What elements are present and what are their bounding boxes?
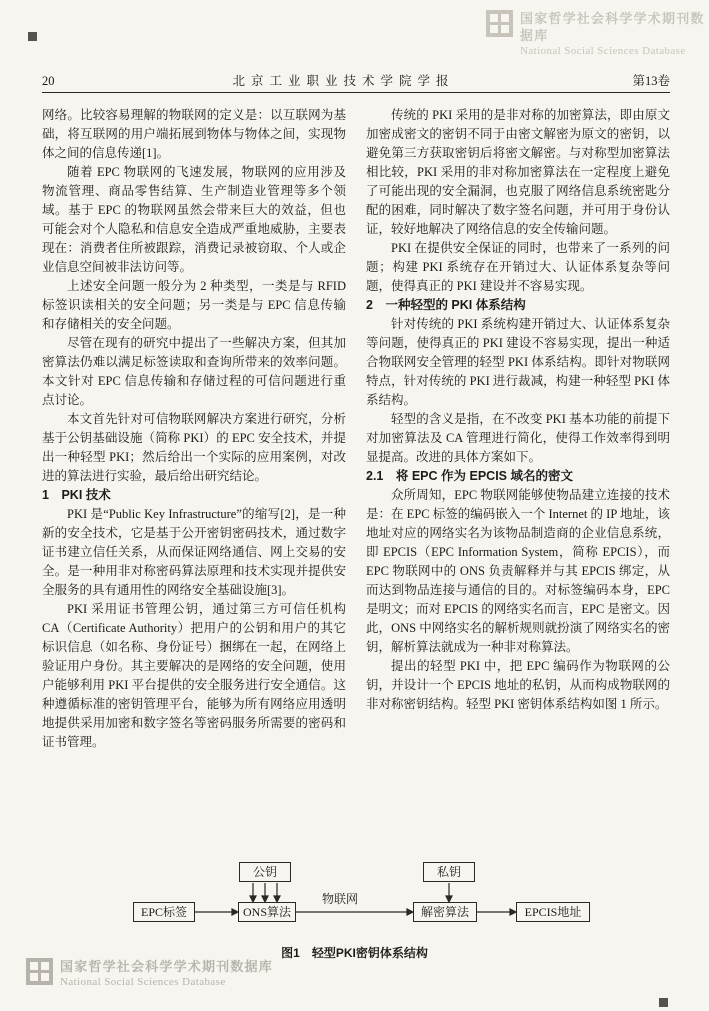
nssd-watermark-top <box>486 10 709 59</box>
paragraph: PKI 是“Public Key Infrastructure”的缩写[2]，是一种新的安全技术，它是基于公开密钥密码技术，通过数字证书建立信任关系，从而保证网络通信、网上交易的安全。是一种用非对称密码算法原理和技术实现并提供安全服务的具有通用性的网络安全基础设施[3]。 <box>42 507 346 597</box>
left-column <box>42 106 346 752</box>
journal-title: 北京工业职业技术学院学报 <box>232 74 455 88</box>
paragraph: 上述安全问题一般分为 2 种类型，一类是与 RFID 标签识读相关的安全问题；另一类是与 EPC 信息传输和存储相关的安全问题。 <box>42 279 346 331</box>
watermark-en-label: National Social Sciences Database <box>520 45 686 57</box>
corner-mark <box>659 998 668 1007</box>
figure-box-epcis-address: EPCIS地址 <box>516 902 590 922</box>
nssd-watermark-bottom <box>26 958 273 990</box>
paragraph: 本文首先针对可信物联网解决方案进行研究，分析基于公钥基础设施（简称 PKI）的 EPC 安全技术，并提出一种轻型 PKI；然后给出一个实际的应用案例，对改进的算法进行实验，最后给出研究结论。 <box>42 412 346 483</box>
paragraph: 众所周知，EPC 物联网能够使物品建立连接的技术是：在 EPC 标签的编码嵌入一个 Internet 的 IP 地址，该地址对应的网络实名为该物品制造商的企业信息系统，即 EPCIS（EPC Information System，简称 EPCIS），而 EPC 物联网中的 ONS 负责解释并与其 EPCIS 绑定，从而达到物品连接与通信的目的。对标签编码本身，EPC 是明文；而对 EPCIS 的网络实名而言，EPC 是密文。因此，ONS 中网络实名的解析规则就扮演了网络实名的密钥，解析算法就成为一种非对称算法。 <box>366 488 670 654</box>
figure-box-epc-tag: EPC标签 <box>133 902 195 922</box>
paragraph: PKI 采用证书管理公钥，通过第三方可信任机构 CA（Certificate Authority）把用户的公钥和用户的其它标识信息（如名称、身份证号）捆绑在一起，在网络上验证用户身份。其主要解决的是网络的安全问题，使用户能够利用 PKI 平台提供的安全服务进行安全通信。这种遵循标准的密钥管理平台，能够为所有网络应用透明地提供采用加密和数字签名等密码服务所需要的密码和证书管理。 <box>42 602 346 749</box>
watermark-en-label: National Social Sciences Database <box>60 976 226 988</box>
watermark-cn-label: 国家哲学社会科学学术期刊数据库 <box>60 959 274 974</box>
paragraph: 网络。比较容易理解的物联网的定义是：以互联网为基础，将互联网的用户端拓展到物体与物体之间，实现物体之间的信息传递[1]。 <box>42 108 346 160</box>
paragraph: 传统的 PKI 采用的是非对称的加密算法，即由原文加密成密文的密钥不同于由密文解密为原文的密钥，以避免第三方获取密钥后将密文解密。与对称型加密算法相比较，PKI 采用的非对称加密算法在一定程度上避免了可能出现的安全漏洞，也克服了网络信息系统密匙分配的困难，同时解决了数字签名问题，并可用于身份认证，较好地解决了网络信息的安全传输问题。 <box>366 108 670 236</box>
watermark-text <box>60 958 273 990</box>
header-rule <box>42 92 670 93</box>
nssd-logo-icon <box>486 10 513 37</box>
figure-box-private-key: 私钥 <box>423 862 475 882</box>
watermark-text <box>520 10 709 59</box>
figure-box-ons-algorithm: ONS算法 <box>238 902 296 922</box>
paragraph: 针对传统的 PKI 系统构建开销过大、认证体系复杂等问题，使得真正的 PKI 建设不容易实现，提出一种适合物联网安全管理的轻型 PKI 体系结构。即针对物联网特点，针对传统的 PKI 进行裁减，构建一种轻型 PKI 体系结构。 <box>366 317 670 407</box>
figure-caption: 图1 轻型PKI密钥体系结构 <box>281 946 428 960</box>
figure-box-public-key: 公钥 <box>239 862 291 882</box>
figure-box-decrypt-algorithm: 解密算法 <box>413 902 477 922</box>
section-2-heading: 2 一种轻型的 PKI 体系结构 <box>366 298 526 312</box>
figure-flow-label: 物联网 <box>321 892 358 906</box>
figure-1 <box>0 856 709 968</box>
paragraph: 提出的轻型 PKI 中，把 EPC 编码作为物联网的公钥，并设计一个 EPCIS 地址的私钥，从而构成物联网的非对称密钥结构。轻型 PKI 密钥体系结构如图 1 所示。 <box>366 659 670 711</box>
paragraph: PKI 在提供安全保证的同时，也带来了一系列的问题；构建 PKI 系统存在开销过大、认证体系复杂等问题，使得真正的 PKI 建设并不容易实现。 <box>366 241 670 293</box>
page-number: 20 <box>42 74 55 88</box>
nssd-logo-icon <box>26 958 53 985</box>
right-column <box>366 106 670 714</box>
page-header <box>42 71 670 89</box>
paragraph: 尽管在现有的研究中提出了一些解决方案，但其加密算法仍难以满足标签读取和查询所带来的效率问题。本文针对 EPC 信息传输和存储过程的可信问题进行重点讨论。 <box>42 336 346 407</box>
corner-mark <box>28 32 37 41</box>
paragraph: 轻型的含义是指，在不改变 PKI 基本功能的前提下对加密算法及 CA 管理进行简化，使得工作效率得到明显提高。改进的具体方案如下。 <box>366 412 670 464</box>
paragraph: 随着 EPC 物联网的飞速发展，物联网的应用涉及物流管理、商品零售结算、生产制造业管理等多个领域。基于 EPC 的物联网虽然会带来巨大的效益，但也可能会对个人隐私和信息安全造成严重地威胁，主要表现在：消费者住所被跟踪，消费记录被窃取、个人或企业信息空间被非法访问等。 <box>42 165 346 274</box>
volume-label: 第13卷 <box>632 74 670 88</box>
section-1-heading: 1 PKI 技术 <box>42 488 111 502</box>
section-2-1-heading: 2.1 将 EPC 作为 EPCIS 域名的密文 <box>366 469 573 483</box>
watermark-cn-label: 国家哲学社会科学学术期刊数据库 <box>520 11 705 43</box>
